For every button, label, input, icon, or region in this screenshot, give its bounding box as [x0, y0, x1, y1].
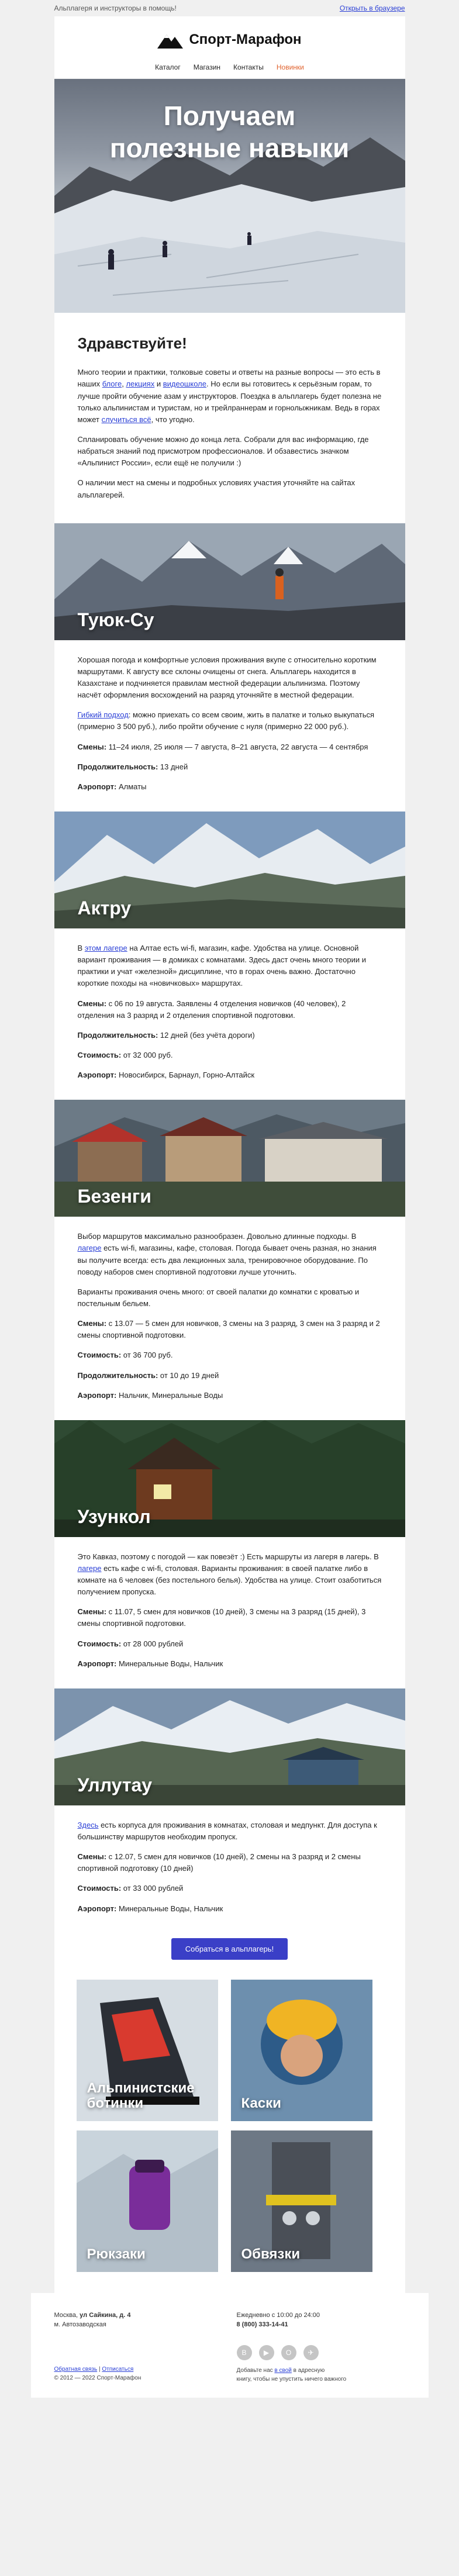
shifts-label: Смены:	[77, 1852, 107, 1862]
shifts-label: Смены:	[77, 999, 107, 1008]
nav-new[interactable]: Новинки	[276, 63, 304, 71]
intro-paragraph-2: Спланировать обучение можно до конца лета. Собрали для вас информацию, где набраться знаний под присмотром профессионалов. И обзавестись значком «Альпинист России», если ещё не получили :)	[77, 435, 369, 468]
camp-shifts	[78, 1851, 382, 1874]
gear-card-backpacks[interactable]	[77, 2130, 218, 2272]
airport-label: Аэропорт:	[77, 782, 117, 791]
preheader-note: Альплагеря и инструкторы в помощь!	[54, 4, 177, 12]
address-line1	[54, 2311, 223, 2321]
duration-value: от 10 до 19 дней	[158, 1370, 219, 1380]
hero-title-line2: полезные навыки	[109, 133, 350, 164]
camp-airport	[78, 1658, 382, 1670]
camp-price	[78, 1638, 382, 1650]
link-separator: |	[97, 2366, 102, 2373]
gear-grid	[54, 1980, 405, 2293]
intro-text: , что угодно.	[151, 415, 195, 424]
camp-title: Уллутау	[77, 1774, 153, 1795]
camp-shifts	[78, 998, 382, 1021]
camp-details-bezengi	[54, 1217, 405, 1420]
camp-photo-bezengi	[54, 1100, 405, 1217]
shifts-value: с 11.07, 5 смен для новичков (10 дней), 3 смены на 3 разряд (15 дней), 3 смены спортивной подготовки.	[77, 1607, 366, 1628]
copyright: © 2012 — 2022 Спорт-Марафон	[54, 2374, 142, 2381]
camp-description	[78, 1551, 382, 1598]
camp-title: Актру	[77, 897, 132, 918]
duration-label: Продолжительность:	[77, 1030, 158, 1040]
duration-label: Продолжительность:	[77, 762, 158, 771]
price-label: Стоимость:	[77, 1050, 122, 1059]
camp-photo-aktru	[54, 812, 405, 928]
camp-duration	[78, 1370, 382, 1382]
camp-description	[78, 942, 382, 990]
page-bottom-spacer	[0, 2398, 459, 2433]
gear-label-backpacks	[87, 2247, 146, 2262]
odnoklassniki-icon[interactable]: О	[281, 2345, 296, 2360]
intro-section	[54, 313, 405, 523]
camp-photo-tuyuksu	[54, 523, 405, 640]
footer-contacts	[54, 2311, 405, 2330]
camp-shifts	[78, 1606, 382, 1629]
camp-price	[78, 1883, 382, 1894]
camp-description-text: есть кафе с wi-fi, столовая. Варианты проживания: в своей палатке либо в комнате на 6 человек (без постельного белья). Удобства на улице. Стоит озаботиться получением пропуска.	[77, 1563, 382, 1597]
hero-title	[54, 100, 405, 164]
price-label: Стоимость:	[77, 1884, 122, 1893]
main-nav	[54, 63, 405, 79]
address-book-link[interactable]: в свой	[274, 2367, 292, 2374]
cta-container	[54, 1933, 405, 1980]
gear-label-line1: Рюкзаки	[87, 2246, 146, 2263]
blog-link[interactable]: блоге	[102, 379, 122, 389]
gear-label-line2: ботинки	[87, 2095, 144, 2112]
shifts-label: Смены:	[77, 1607, 107, 1617]
telegram-icon[interactable]: ✈	[303, 2345, 319, 2360]
duration-value: 13 дней	[158, 762, 188, 771]
camp-description-pre: В	[77, 943, 85, 952]
address-book-note	[237, 2366, 405, 2384]
intro-paragraph-1	[78, 367, 382, 426]
shifts-value: с 12.07, 5 смен для новичков (10 дней), 2 смены на 3 разряд и 2 смены спортивной подготовку (10 дней)	[77, 1852, 361, 1873]
gear-label-helmets	[241, 2096, 281, 2111]
price-value: от 36 700 руб.	[121, 1351, 173, 1360]
camp-description	[78, 1231, 382, 1278]
flexible-approach-link[interactable]: Гибкий подход	[77, 710, 129, 720]
camp-description: Хорошая погода и комфортные условия проживания вкупе с относительно коротким маршрутами. К августу все склоны очищены от снега. Альплагерь находится в Казахстане и подчиняется правилам местной федерации альпинизма. Поэтому насчёт оформления восхождений на разряд уточняйте в местной федерации.	[77, 655, 377, 700]
lectures-link[interactable]: лекциях	[126, 379, 155, 389]
hero-banner	[54, 79, 405, 313]
note-text: Добавьте нас	[236, 2367, 275, 2374]
shifts-label: Смены:	[77, 742, 107, 751]
phone-number[interactable]	[237, 2320, 405, 2330]
camp-accommodation: Варианты проживания очень много: от своей палатки до комнатки с кроватью и постельным бельем.	[77, 1287, 360, 1308]
price-label: Стоимость:	[77, 1639, 122, 1648]
this-camp-link[interactable]: этом лагере	[84, 943, 127, 952]
address-street: ул Сайкина, д. 4	[80, 2311, 131, 2319]
greeting-heading: Здравствуйте!	[77, 334, 187, 352]
brand-header	[54, 16, 405, 63]
price-value: от 28 000 рублей	[121, 1639, 184, 1648]
footer	[31, 2293, 429, 2398]
footer-links	[54, 2365, 223, 2374]
camp-title: Узункол	[77, 1505, 151, 1527]
camp-details-aktru	[54, 928, 405, 1100]
airport-label: Аэропорт:	[77, 1071, 117, 1080]
airport-label: Аэропорт:	[77, 1390, 117, 1400]
footer-bottom	[54, 2345, 405, 2398]
footer-right	[237, 2345, 405, 2384]
mountain-logo-icon[interactable]	[157, 31, 183, 49]
camp-photo-ullutau	[54, 1688, 405, 1805]
camp-airport	[78, 1903, 382, 1915]
gear-label-line1: Каски	[241, 2095, 281, 2112]
note-text: в адресную	[291, 2367, 325, 2374]
airport-value: Алматы	[116, 782, 147, 791]
camp-description-text: на Алтае есть wi-fi, магазин, кафе. Удобства на улице. Основной вариант проживания — в домиках с комнатами. Здесь даст очень много теории и практики и учат «железной» дисциплине, что в горах очень важно. Достаточно короткие походы на «новичковых» маршрутах.	[77, 943, 366, 988]
nav-shop[interactable]: Магазин	[193, 63, 221, 71]
go-to-camp-button[interactable]: Собраться в альплагерь!	[171, 1938, 288, 1960]
price-label: Стоимость:	[77, 1351, 122, 1360]
brand-name[interactable]: Спорт-Марафон	[189, 32, 302, 47]
camp-details-uzunkol	[54, 1537, 405, 1688]
camp-duration	[78, 761, 382, 773]
gear-label-line1: Альпинистские	[87, 2080, 195, 2096]
youtube-icon[interactable]: ▶	[259, 2345, 274, 2360]
camp-airport	[78, 1069, 382, 1081]
camp-approach-text: : можно приехать со всем своим, жить в палатке и только выкупаться (примерно 3 500 руб.), либо пройти обучение с нуля (примерно 22 000 руб.).	[77, 710, 375, 731]
price-value: от 32 000 руб.	[121, 1050, 173, 1059]
nav-contacts[interactable]: Контакты	[233, 63, 264, 71]
vk-icon[interactable]: В	[237, 2345, 252, 2360]
gear-label-line1: Обвязки	[241, 2246, 301, 2263]
note-text: книгу, чтобы не упустить ничего важного	[236, 2375, 347, 2382]
here-link[interactable]: Здесь	[77, 1820, 99, 1829]
camp-title: Безенги	[77, 1186, 151, 1207]
camp-shifts	[78, 1318, 382, 1341]
video-school-link[interactable]: видеошколе	[163, 379, 206, 389]
camp-price	[78, 1049, 382, 1061]
shifts-value: с 13.07 — 5 смен для новичков, 3 смены на 3 разряд, 3 смен на 3 разряд и 2 смены спортивной подготовки.	[77, 1319, 380, 1340]
camp-description-text: есть wi-fi, магазины, кафе, столовая. Погода бывает очень разная, но знания вы получите всегда: есть два лекционных зала, тренировочное оборудование. По поводу наборов смен спортивной подготовки лучше уточнить.	[77, 1244, 377, 1276]
duration-value: 12 дней (без учёта дороги)	[158, 1030, 255, 1040]
duration-label: Продолжительность:	[77, 1370, 158, 1380]
hero-title-line1: Получаем	[163, 101, 296, 131]
camp-photo-uzunkol	[54, 1420, 405, 1537]
camp-duration	[78, 1030, 382, 1041]
email-body	[54, 16, 405, 2293]
footer-hours	[237, 2311, 405, 2330]
camp-shifts	[78, 741, 382, 753]
camp-price	[78, 1349, 382, 1361]
airport-value: Минеральные Воды, Нальчик	[116, 1904, 223, 1913]
gear-card-boots[interactable]	[77, 1980, 218, 2121]
camp-link[interactable]: лагере	[77, 1244, 102, 1253]
camp-airport	[78, 781, 382, 793]
shifts-value: с 06 по 19 августа. Заявлены 4 отделения новичков (40 человек), 2 отделения на 3 разряд и 2 отделения спортивной подготовки.	[77, 999, 346, 1020]
airport-label: Аэропорт:	[77, 1904, 117, 1913]
preheader	[54, 0, 405, 16]
gear-label-boots	[87, 2081, 195, 2112]
airport-value: Минеральные Воды, Нальчик	[116, 1659, 223, 1668]
camp-details-tuyuksu	[54, 640, 405, 812]
unsubscribe-link[interactable]: Отписаться	[102, 2366, 134, 2373]
shifts-label: Смены:	[77, 1319, 107, 1328]
camp-details-ullutau	[54, 1805, 405, 1933]
camp-approach	[78, 709, 382, 733]
gear-label-harnesses	[241, 2247, 301, 2262]
address-line2: м. Автозаводская	[54, 2321, 106, 2329]
camp-title: Туюк-Су	[77, 609, 154, 630]
open-in-browser-link[interactable]: Открыть в браузере	[339, 4, 405, 12]
intro-text: Много теории и практики, толковые советы и ответы на разные вопросы — это есть в наших	[77, 368, 381, 389]
price-value: от 33 000 рублей	[121, 1884, 184, 1893]
address-city: Москва,	[54, 2311, 80, 2319]
opening-hours: Ежедневно с 10:00 до 24:00	[236, 2311, 320, 2319]
camp-description-text: Выбор маршрутов максимально разнообразен. Довольно длинные подходы. В	[77, 1232, 357, 1241]
nav-catalog[interactable]: Каталог	[155, 63, 181, 71]
footer-legal	[54, 2345, 223, 2382]
airport-label: Аэропорт:	[77, 1659, 117, 1668]
gear-card-harnesses[interactable]	[231, 2130, 372, 2272]
camp-description-text: Это Кавказ, поэтому с погодой — как повезёт :) Есть маршруты из лагеря в лагерь. В	[77, 1552, 379, 1561]
intro-text: ,	[122, 379, 126, 389]
intro-text: и	[154, 379, 163, 389]
shifts-value: 11–24 июля, 25 июля — 7 августа, 8–21 августа, 22 августа — 4 сентября	[106, 742, 368, 751]
phone-value: 8 (800) 333-14-41	[236, 2321, 288, 2329]
intro-paragraph-3: О наличии мест на смены и подробных условиях участия уточняйте на сайтах альплагерей.	[77, 478, 356, 499]
intro-text: . Но если вы готовитесь к серьёзным горам, то лучше пройти обучение азам у инструкторов. Поездка в альплагерь будет полезна не только альпинистам и туристам, но и трейлраннерам и горнолыжникам. Ведь в горах может	[77, 379, 382, 424]
camp-description-text: есть корпуса для проживания в комнатах, столовая и медпункт. Для доступа к большинству маршрутов необходим пропуск.	[77, 1820, 377, 1842]
anything-happens-link[interactable]: случиться всё	[101, 415, 151, 424]
airport-value: Нальчик, Минеральные Воды	[116, 1390, 223, 1400]
feedback-link[interactable]: Обратная связь	[54, 2366, 98, 2373]
social-links	[237, 2345, 405, 2360]
airport-value: Новосибирск, Барнаул, Горно-Алтайск	[116, 1071, 255, 1080]
camp-link[interactable]: лагере	[77, 1563, 102, 1573]
camp-description	[78, 1819, 382, 1843]
gear-card-helmets[interactable]	[231, 1980, 372, 2121]
camp-airport	[78, 1390, 382, 1401]
footer-address	[54, 2311, 223, 2330]
